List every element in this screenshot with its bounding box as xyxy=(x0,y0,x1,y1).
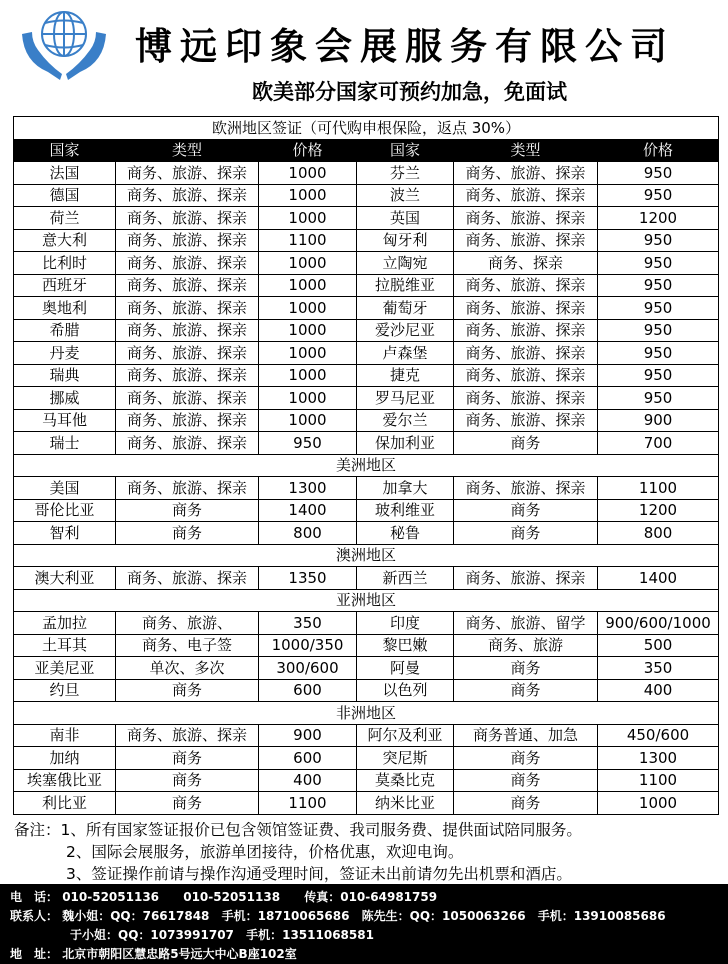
table-cell: 挪威 xyxy=(14,387,116,410)
table-cell: 900 xyxy=(598,409,719,432)
table-cell: 商务、电子签 xyxy=(116,634,259,657)
table-cell: 商务、旅游、探亲 xyxy=(454,567,598,590)
table-row xyxy=(14,747,719,770)
table-cell: 1100 xyxy=(598,769,719,792)
table-cell: 1100 xyxy=(598,477,719,500)
table-cell: 1000 xyxy=(259,207,357,230)
table-cell: 黎巴嫩 xyxy=(357,634,454,657)
table-row xyxy=(14,409,719,432)
table-cell: 950 xyxy=(259,432,357,455)
table-cell: 商务、旅游、探亲 xyxy=(116,207,259,230)
table-row xyxy=(14,769,719,792)
table-cell: 商务、旅游、探亲 xyxy=(116,477,259,500)
contact-3: 于小姐：QQ：1073991707 xyxy=(70,928,234,942)
table-cell: 商务 xyxy=(454,769,598,792)
table-cell: 商务 xyxy=(454,747,598,770)
table-cell: 1100 xyxy=(259,229,357,252)
table-cell: 商务、旅游、探亲 xyxy=(116,724,259,747)
footer-contact-row-2 xyxy=(0,926,728,945)
table-cell: 土耳其 xyxy=(14,634,116,657)
table-row xyxy=(14,184,719,207)
table-cell: 商务、旅游、探亲 xyxy=(454,477,598,500)
table-cell: 瑞典 xyxy=(14,364,116,387)
table-cell: 950 xyxy=(598,162,719,185)
table-cell: 加拿大 xyxy=(357,477,454,500)
table-cell: 比利时 xyxy=(14,252,116,275)
table-cell: 400 xyxy=(598,679,719,702)
table-cell: 爱沙尼亚 xyxy=(357,319,454,342)
table-cell: 商务、探亲 xyxy=(454,252,598,275)
table-cell: 约旦 xyxy=(14,679,116,702)
column-header: 类型 xyxy=(454,139,598,162)
table-cell: 南非 xyxy=(14,724,116,747)
table-row xyxy=(14,387,719,410)
note-1: 备注：1、所有国家签证报价已包含领馆签证费、我司服务费、提供面试陪同服务。 xyxy=(14,821,582,839)
table-cell: 匈牙利 xyxy=(357,229,454,252)
region-title: 亚洲地区 xyxy=(14,589,719,612)
table-cell: 秘鲁 xyxy=(357,522,454,545)
table-cell: 商务 xyxy=(454,522,598,545)
region-title: 欧洲地区签证（可代购申根保险，返点 30%） xyxy=(14,117,719,140)
footer-contact-bar xyxy=(0,884,728,964)
footer-phone-row xyxy=(0,888,728,907)
table-cell: 埃塞俄比亚 xyxy=(14,769,116,792)
table-row xyxy=(14,432,719,455)
table-cell: 600 xyxy=(259,679,357,702)
footer-address-row xyxy=(0,945,728,964)
table-cell: 美国 xyxy=(14,477,116,500)
table-cell: 商务、旅游、探亲 xyxy=(454,409,598,432)
table-cell: 英国 xyxy=(357,207,454,230)
table-cell: 商务、旅游、探亲 xyxy=(116,274,259,297)
table-cell: 商务、旅游、留学 xyxy=(454,612,598,635)
table-cell: 1000 xyxy=(259,274,357,297)
table-cell: 1000 xyxy=(259,184,357,207)
table-cell: 商务、旅游、探亲 xyxy=(454,207,598,230)
table-cell: 1000 xyxy=(259,364,357,387)
table-cell: 阿尔及利亚 xyxy=(357,724,454,747)
region-header-row xyxy=(14,454,719,477)
table-cell: 600 xyxy=(259,747,357,770)
fax: 传真：010-64981759 xyxy=(304,890,438,904)
region-title: 非洲地区 xyxy=(14,702,719,725)
table-cell: 商务、旅游、 xyxy=(116,612,259,635)
region-title: 美洲地区 xyxy=(14,454,719,477)
table-cell: 1000 xyxy=(259,319,357,342)
table-cell: 保加利亚 xyxy=(357,432,454,455)
table-cell: 1000 xyxy=(259,409,357,432)
table-cell: 950 xyxy=(598,297,719,320)
region-header-row xyxy=(14,117,719,140)
table-cell: 400 xyxy=(259,769,357,792)
table-cell: 商务、旅游、探亲 xyxy=(454,274,598,297)
table-cell: 商务 xyxy=(454,432,598,455)
table-cell: 商务、旅游、探亲 xyxy=(454,297,598,320)
column-header: 价格 xyxy=(598,139,719,162)
column-header: 国家 xyxy=(357,139,454,162)
table-row xyxy=(14,792,719,815)
table-cell: 1200 xyxy=(598,499,719,522)
address: 北京市朝阳区慧忠路5号远大中心B座102室 xyxy=(62,947,297,961)
table-cell: 以色列 xyxy=(357,679,454,702)
table-cell: 突尼斯 xyxy=(357,747,454,770)
table-cell: 商务 xyxy=(454,657,598,680)
table-cell: 利比亚 xyxy=(14,792,116,815)
header xyxy=(0,0,728,112)
table-cell: 1100 xyxy=(259,792,357,815)
table-cell: 加纳 xyxy=(14,747,116,770)
table-cell: 1000 xyxy=(259,297,357,320)
note-3: 3、签证操作前请与操作沟通受理时间，签证未出前请勿先出机票和酒店。 xyxy=(66,865,572,883)
table-cell: 罗马尼亚 xyxy=(357,387,454,410)
table-cell: 单次、多次 xyxy=(116,657,259,680)
column-header: 类型 xyxy=(116,139,259,162)
column-header-row xyxy=(14,139,719,162)
table-row xyxy=(14,679,719,702)
footer-contact-row xyxy=(0,907,728,926)
table-cell: 印度 xyxy=(357,612,454,635)
region-header-row xyxy=(14,702,719,725)
table-cell: 1000 xyxy=(259,342,357,365)
table-cell: 商务、旅游、探亲 xyxy=(116,252,259,275)
table-cell: 950 xyxy=(598,319,719,342)
table-cell: 商务、旅游、探亲 xyxy=(116,297,259,320)
region-title: 澳洲地区 xyxy=(14,544,719,567)
contact-2-mobile: 手机：13910085686 xyxy=(537,909,666,923)
table-row xyxy=(14,477,719,500)
table-row xyxy=(14,499,719,522)
table-cell: 900 xyxy=(259,724,357,747)
table-cell: 商务、旅游、探亲 xyxy=(116,342,259,365)
table-cell: 商务、旅游、探亲 xyxy=(454,229,598,252)
table-cell: 波兰 xyxy=(357,184,454,207)
table-cell: 莫桑比克 xyxy=(357,769,454,792)
table-cell: 950 xyxy=(598,252,719,275)
table-cell: 1200 xyxy=(598,207,719,230)
table-cell: 立陶宛 xyxy=(357,252,454,275)
table-cell: 商务、旅游 xyxy=(454,634,598,657)
contact-label: 联系人： xyxy=(10,909,59,923)
table-cell: 商务、旅游、探亲 xyxy=(116,364,259,387)
table-cell: 爱尔兰 xyxy=(357,409,454,432)
contact-3-mobile: 手机：13511068581 xyxy=(246,928,374,942)
table-row xyxy=(14,657,719,680)
table-row xyxy=(14,229,719,252)
table-cell: 西班牙 xyxy=(14,274,116,297)
table-cell: 商务、旅游、探亲 xyxy=(116,319,259,342)
table-cell: 芬兰 xyxy=(357,162,454,185)
table-cell: 瑞士 xyxy=(14,432,116,455)
phone-label: 电 话： xyxy=(10,890,59,904)
table-cell: 捷克 xyxy=(357,364,454,387)
table-cell: 950 xyxy=(598,342,719,365)
table-cell: 商务 xyxy=(116,747,259,770)
table-cell: 700 xyxy=(598,432,719,455)
table-cell: 950 xyxy=(598,364,719,387)
table-cell: 800 xyxy=(259,522,357,545)
table-cell: 商务、旅游、探亲 xyxy=(116,387,259,410)
table-cell: 智利 xyxy=(14,522,116,545)
globe-hands-logo-icon xyxy=(18,4,110,84)
column-header: 国家 xyxy=(14,139,116,162)
table-cell: 孟加拉 xyxy=(14,612,116,635)
table-cell: 1000 xyxy=(259,162,357,185)
table-row xyxy=(14,162,719,185)
contact-2: 陈先生：QQ：1050063266 xyxy=(361,909,526,923)
table-cell: 950 xyxy=(598,184,719,207)
table-cell: 950 xyxy=(598,387,719,410)
table-cell: 1400 xyxy=(598,567,719,590)
region-header-row xyxy=(14,589,719,612)
table-row xyxy=(14,274,719,297)
table-cell: 商务 xyxy=(454,679,598,702)
table-cell: 商务、旅游、探亲 xyxy=(116,184,259,207)
table-cell: 阿曼 xyxy=(357,657,454,680)
table-cell: 900/600/1000 xyxy=(598,612,719,635)
table-cell: 1000 xyxy=(598,792,719,815)
address-label: 地 址： xyxy=(10,947,59,961)
table-cell: 950 xyxy=(598,229,719,252)
table-row xyxy=(14,207,719,230)
table-cell: 商务、旅游、探亲 xyxy=(454,184,598,207)
table-cell: 1300 xyxy=(259,477,357,500)
table-cell: 1000/350 xyxy=(259,634,357,657)
table-cell: 意大利 xyxy=(14,229,116,252)
table-cell: 商务 xyxy=(116,792,259,815)
table-row xyxy=(14,634,719,657)
table-cell: 商务、旅游、探亲 xyxy=(454,387,598,410)
phone-1: 010-52051136 xyxy=(62,890,160,904)
table-cell: 1000 xyxy=(259,387,357,410)
table-row xyxy=(14,522,719,545)
table-cell: 纳米比亚 xyxy=(357,792,454,815)
table-cell: 350 xyxy=(598,657,719,680)
table-cell: 商务 xyxy=(116,679,259,702)
table-cell: 1300 xyxy=(598,747,719,770)
table-cell: 350 xyxy=(259,612,357,635)
table-cell: 商务、旅游、探亲 xyxy=(454,319,598,342)
headline: 欧美部分国家可预约加急，免面试 xyxy=(252,80,567,104)
table-cell: 商务 xyxy=(116,499,259,522)
table-row xyxy=(14,364,719,387)
table-cell: 希腊 xyxy=(14,319,116,342)
table-cell: 商务普通、加急 xyxy=(454,724,598,747)
table-cell: 商务、旅游、探亲 xyxy=(454,162,598,185)
note-2: 2、国际会展服务，旅游单团接待，价格优惠，欢迎电询。 xyxy=(66,843,464,861)
table-cell: 450/600 xyxy=(598,724,719,747)
table-cell: 500 xyxy=(598,634,719,657)
table-cell: 商务、旅游、探亲 xyxy=(116,162,259,185)
table-cell: 商务、旅游、探亲 xyxy=(454,342,598,365)
region-header-row xyxy=(14,544,719,567)
table-cell: 亚美尼亚 xyxy=(14,657,116,680)
table-row xyxy=(14,297,719,320)
table-cell: 商务、旅游、探亲 xyxy=(116,229,259,252)
table-row xyxy=(14,612,719,635)
contact-1-mobile: 手机：18710065686 xyxy=(221,909,350,923)
contact-1: 魏小姐：QQ：76617848 xyxy=(62,909,210,923)
table-cell: 800 xyxy=(598,522,719,545)
table-cell: 商务、旅游、探亲 xyxy=(116,567,259,590)
table-cell: 哥伦比亚 xyxy=(14,499,116,522)
table-cell: 商务、旅游、探亲 xyxy=(116,432,259,455)
table-row xyxy=(14,724,719,747)
table-cell: 德国 xyxy=(14,184,116,207)
table-cell: 商务 xyxy=(116,522,259,545)
table-cell: 葡萄牙 xyxy=(357,297,454,320)
table-cell: 950 xyxy=(598,274,719,297)
table-cell: 卢森堡 xyxy=(357,342,454,365)
table-cell: 澳大利亚 xyxy=(14,567,116,590)
table-cell: 商务、旅游、探亲 xyxy=(454,364,598,387)
table-cell: 玻利维亚 xyxy=(357,499,454,522)
table-cell: 1400 xyxy=(259,499,357,522)
table-cell: 300/600 xyxy=(259,657,357,680)
visa-price-table xyxy=(13,116,719,815)
table-cell: 商务 xyxy=(454,499,598,522)
table-cell: 丹麦 xyxy=(14,342,116,365)
table-cell: 奥地利 xyxy=(14,297,116,320)
phone-2: 010-52051138 xyxy=(183,890,281,904)
table-cell: 马耳他 xyxy=(14,409,116,432)
table-cell: 拉脱维亚 xyxy=(357,274,454,297)
table-row xyxy=(14,342,719,365)
table-cell: 新西兰 xyxy=(357,567,454,590)
notes xyxy=(14,819,582,885)
table-row xyxy=(14,252,719,275)
table-cell: 商务 xyxy=(116,769,259,792)
company-name: 博远印象会展服务有限公司 xyxy=(135,24,675,68)
table-cell: 1350 xyxy=(259,567,357,590)
table-row xyxy=(14,567,719,590)
table-cell: 法国 xyxy=(14,162,116,185)
table-row xyxy=(14,319,719,342)
table-cell: 商务、旅游、探亲 xyxy=(116,409,259,432)
table-cell: 荷兰 xyxy=(14,207,116,230)
table-cell: 1000 xyxy=(259,252,357,275)
table-cell: 商务 xyxy=(454,792,598,815)
column-header: 价格 xyxy=(259,139,357,162)
